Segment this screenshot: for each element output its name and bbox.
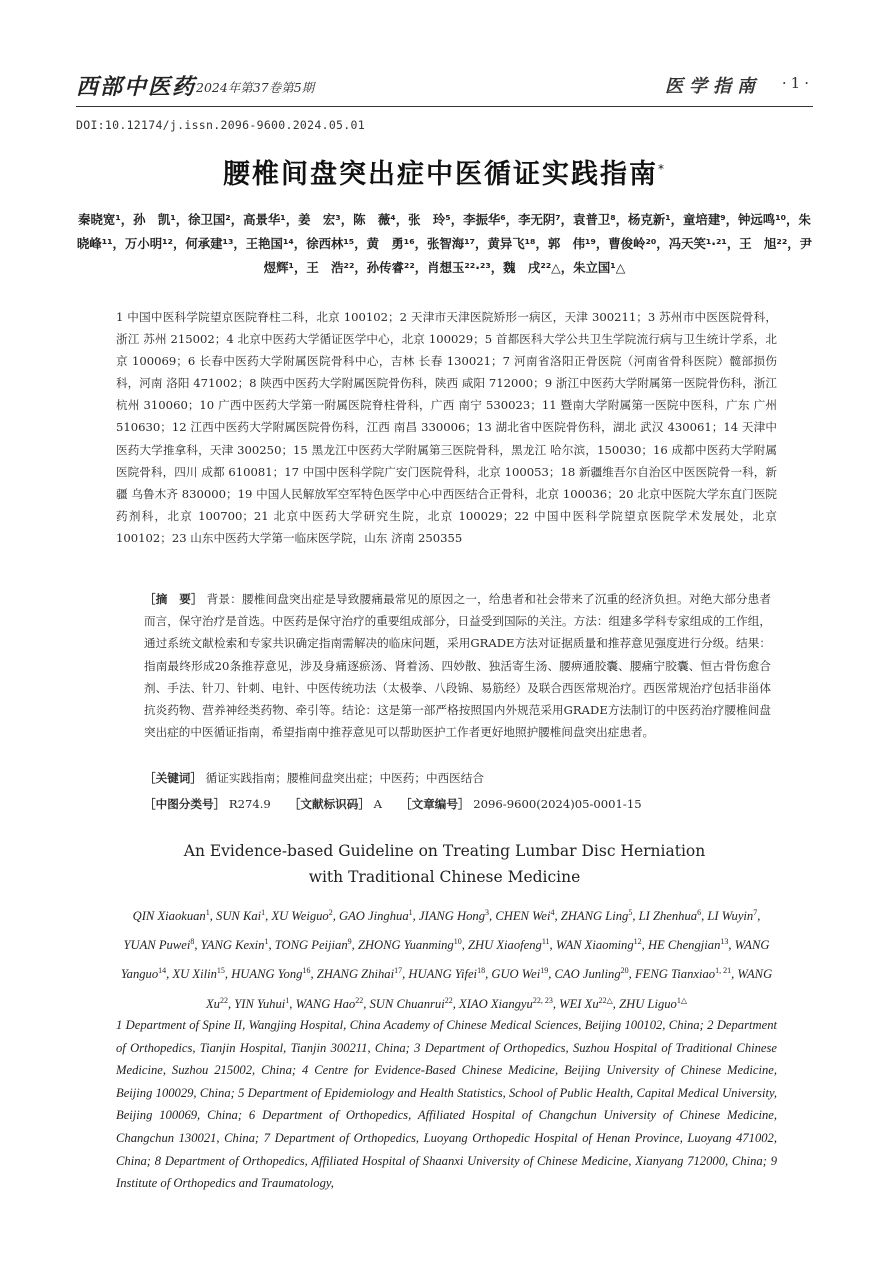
article-number-label: ［文章编号］ [400,797,470,811]
author-en: SUN Kai [216,909,262,924]
article-title-text: 腰椎间盘突出症中医循证实践指南 [223,159,658,190]
author-en-affiliation-mark: 22 [444,995,453,1005]
issue-info: 2024年第37卷第5期 [196,80,315,95]
journal-brand: 西部中医药 [76,75,197,100]
author-en-affiliation-mark: 1 [408,908,413,917]
doi: DOI:10.12174/j.issn.2096-9600.2024.05.01 [76,118,365,132]
author-en: HUANG Yifei [408,967,478,982]
author-en-affiliation-mark: 2 [328,908,333,917]
title-en-line-2: with Traditional Chinese Medicine [308,868,581,886]
author-en: XU Weiguo [271,909,329,924]
authors-en: QIN Xiaokuan$^1$, SUN Kai$^1$, XU Weiguo$^2$, GAO Jinghua$^1$, JIANG Hong$^3$, CHEN Wei$^4$, ZHANG Ling$^5$, LI Zhenhua$^6$, LI Wuyin$^7$, YUAN Puwei$^8$, YANG Kexin$^1$, TONG Peijian$^9$, ZHONG Yuanming$^{10}$, ZHU Xiaofeng$^{11}$, WAN Xiaoming$^{12}$, HE Chengjian$^{13}$, WANG Yanguo$^{14}$, XU Xilin$^{15}$, HUANG Yong$^{16}$, ZHANG Zhihai$^{17}$, HUANG Yifei$^{18}$, GUO Wei$^{19}$, CAO Junling$^{20}$, FENG Tianxiao$^{1, 21}$, WANG Xu$^{22}$, YIN Yuhui$^1$, WANG Hao$^{22}$, SUN Chuanrui$^{22}$, XIAO Xiangyu$^{22, 23}$, WEI $Xu^{22\triangle}$, ZHU Liguo$^{1\triangle}$ [120,908,773,1011]
author-en-affiliation-mark: 14 [158,966,167,976]
author-en-affiliation-mark: 22 [219,995,228,1005]
author-en-affiliation-mark: 1 [205,908,210,917]
abstract-cn [144,588,771,743]
author-en-affiliation-mark: 20 [620,966,629,976]
author-en-affiliation-mark: 1△ [676,995,687,1005]
author-en: WANG Yanguo [120,938,770,982]
clc-value: R274.9 [228,797,271,811]
authors-cn: 秦晓宽¹，孙 凯¹，徐卫国²，高景华¹，姜 宏³，陈 薇⁴，张 玲⁵，李振华⁶，李无阴⁷，袁普卫⁸，杨克新¹，童培建⁹，钟远鸣¹⁰，朱晓峰¹¹，万小明¹²，何承建¹³，王艳国¹⁴，徐西林¹⁵，黄 勇¹⁶，张智海¹⁷，黄异飞¹⁸，郭 伟¹⁹，曹俊岭²⁰，冯天笑¹·²¹，王 旭²²，尹煜辉¹，王 浩²²，孙传睿²²，肖想玉²²·²³，魏 戌²²△，朱立国¹△ [76,212,813,275]
author-en: YANG Kexin [200,938,265,953]
author-en: ZHONG Yuanming [357,938,454,953]
author-en: WAN Xiaoming [555,938,634,953]
author-en: YUAN Puwei [123,938,191,953]
affiliations-cn: 1 中国中医科学院望京医院脊柱二科，北京 100102；2 天津市天津医院矫形一病区，天津 300211；3 苏州市中医医院骨科，浙江 苏州 215002；4 北京中医药大学循证医学中心，北京 100029；5 首都医科大学公共卫生学院流行病与卫生统计学系，北京 100069；6 长春中医药大学附属医院骨科中心，吉林 长春 130021；7 河南省洛阳正骨医院（河南省骨科医院）髋部损伤科，河南 洛阳 471002；8 陕西中医药大学附属医院骨伤科，陕西 咸阳 712000；9 浙江中医药大学附属第一医院骨伤科，浙江 杭州 310060；10 广西中医药大学第一附属医院脊柱骨科，广西 南宁 530023；11 暨南大学附属第一医院中医科，广东 广州 510630；12 江西中医药大学附属医院骨伤科，江西 南昌 330006；13 湖北省中医院骨伤科，湖北 武汉 430061；14 天津中医药大学推拿科，天津 300250；15 黑龙江中医药大学附属第三医院骨科，黑龙江 哈尔滨，150030；16 成都中医药大学附属医院骨科，四川 成都 610081；17 中国中医科学院广安门医院骨科，北京 100053；18 新疆维吾尔自治区中医医院骨一科，新疆 乌鲁木齐 830000；19 中国人民解放军空军特色医学中心中西医结合正骨科，北京 100036；20 北京中医院大学东直门医院药剂科，北京 100700；21 北京中医药大学研究生院，北京 100029；22 中国中医科学院望京医院学术发展处，北京 100102；23 山东中医药大学第一临床医学院，山东 济南 250355 [116,310,777,545]
author-en: QIN Xiaokuan [132,909,206,924]
author-en-affiliation-mark: 16 [302,966,311,976]
keywords-label: ［关键词］ [144,771,202,785]
author-en-affiliation-mark: 4 [550,908,555,917]
author-en-affiliation-mark: 22 [355,995,364,1005]
author-en: FENG Tianxiao [634,967,716,982]
author-en-affiliation-mark: 19 [540,966,549,976]
article-title-en [0,838,889,890]
title-en-line-1: An Evidence-based Guideline on Treating Lumbar Disc Herniation [183,842,706,860]
author-en-affiliation-mark: 7 [753,908,758,917]
title-footnote-mark: * [658,162,666,176]
author-en-affiliation-mark: 3 [485,908,490,917]
author-en-affiliation-mark: 22, 23 [532,995,553,1005]
keywords-cn [144,770,771,786]
running-header [76,70,813,107]
author-en-affiliation-mark: 1 [285,995,290,1005]
article-title [0,152,889,191]
author-en: ZHANG Ling [560,909,629,924]
author-en: LI Wuyin [707,909,754,924]
author-en-affiliation-mark: 15 [216,966,225,976]
author-en: LI Zhenhua [638,909,698,924]
author-en: ZHU Xiaofeng [468,938,542,953]
author-en: YIN Yuhui [234,996,286,1011]
author-en: CHEN Wei [495,909,551,924]
doc-code-value: A [373,797,383,811]
author-en-affiliation-mark: 1 [264,937,269,947]
clc-label: ［中图分类号］ [144,797,226,811]
author-en-affiliation-mark: 8 [190,937,195,947]
author-en: GUO Wei [491,967,541,982]
author-en: CAO Junling [554,967,621,982]
author-en-affiliation-mark: 1 [261,908,266,917]
author-en: TONG Peijian [274,938,348,953]
abstract-label: ［摘 要］ [144,592,203,606]
author-en: XIAO Xiangyu [459,996,533,1011]
author-en-affiliation-mark: 12 [633,937,642,947]
author-en: HE Chengjian [647,938,721,953]
author-en-affiliation-mark: 5 [628,908,633,917]
page-number: ·1· [781,74,813,92]
author-en: ZHU Liguo [619,996,677,1011]
author-en: SUN Chuanrui [369,996,445,1011]
author-en-affiliation-mark: 10 [453,937,462,947]
author-en: GAO Jinghua [339,909,409,924]
author-en: WANG Xu [205,967,773,1011]
author-en-affiliation-mark: 11 [541,937,550,947]
article-number-value: 2096-9600(2024)05-0001-15 [473,797,642,811]
author-en: HUANG Yong [231,967,303,982]
doc-code-label: ［文献标识码］ [288,797,370,811]
author-en-affiliation-mark: 13 [720,937,729,947]
section-name: 医学指南 [665,76,761,97]
affiliations-en: 1 Department of Spine II, Wangjing Hospital, China Academy of Chinese Medical Sciences, Beijing 100102, China; 2 Department of Orthopedics, Tianjin Hospital, Tianjin 300211, China; 3 Department of Orthopedics, Suzhou Hospital of Traditional Chinese Medicine, Suzhou 215002, China; 4 Centre for Evidence-Based Chinese Medicine, Beijing University of Chinese Medicine, Beijing 100029, China; 5 Department of Epidemiology and Health Statistics, School of Public Health, Capital Medical University, Beijing 100069, China; 6 Department of Orthopedics, Affiliated Hospital of Changchun University of Chinese Medicine, Changchun 130021, China; 7 Department of Orthopedics, Luoyang Orthopedic Hospital of Henan Province, Luoyang 471002, China; 8 Department of Orthopedics, Affiliated Hospital of Shaanxi University of Chinese Medicine, Xianyang 712000, China; 9 Institute of Orthopedics and Traumatology, [116,1018,777,1191]
author-en-affiliation-mark: 9 [347,937,352,947]
keywords-text: 循证实践指南；腰椎间盘突出症；中医药；中西医结合 [205,771,484,785]
author-en: WEI Xu [559,996,599,1011]
author-en-affiliation-mark: 18 [477,966,486,976]
author-en-affiliation-mark: 1, 21 [715,966,732,976]
author-en-affiliation-mark: 17 [394,966,403,976]
author-en: WANG Hao [295,996,356,1011]
author-en: JIANG Hong [418,909,486,924]
author-en-affiliation-mark: 6 [697,908,702,917]
author-en: ZHANG Zhihai [316,967,395,982]
classification-line [144,796,771,812]
author-en: XU Xilin [172,967,217,982]
author-en-affiliation-mark: 22△ [598,995,613,1005]
abstract-text: 背景：腰椎间盘突出症是导致腰痛最常见的原因之一，给患者和社会带来了沉重的经济负担。对绝大部分患者而言，保守治疗是首选。中医药是保守治疗的重要组成部分，日益受到国际的关注。方法：组建多学科专家组成的工作组，通过系统文献检索和专家共识确定指南需解决的临床问题，采用GRADE方法对证据质量和推荐意见强度进行分级。结果：指南最终形成20条推荐意见，涉及身痛逐瘀汤、肾着汤、四妙散、独活寄生汤、腰痹通胶囊、腰痛宁胶囊、恒古骨伤愈合剂、手法、针刀、针刺、电针、中医传统功法（太极拳、八段锦、易筋经）及联合西医常规治疗。西医常规治疗包括非甾体抗炎药物、营养神经类药物、牵引等。结论：这是第一部严格按照国内外规范采用GRADE方法制订的中医药治疗腰椎间盘突出症的中医循证指南，希望指南中推荐意见可以帮助医护工作者更好地照护腰椎间盘突出症患者。 [144,592,771,740]
